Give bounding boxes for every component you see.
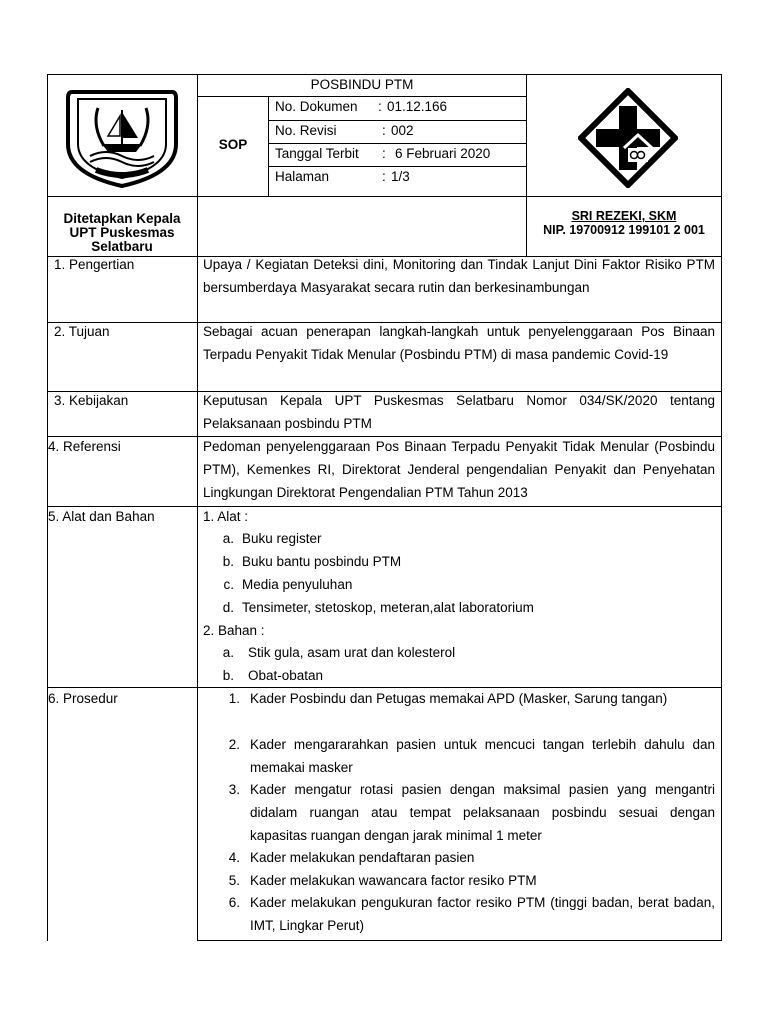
step-number: 6. [228,895,240,910]
step-number: 2. [228,737,240,752]
meta-sep: : [382,169,386,184]
puskesmas-cross-house-icon [578,88,678,188]
list-text: Stik gula, asam urat dan kolesterol [248,645,456,660]
meta-sep: : [382,123,386,138]
list-marker: b. [222,554,234,569]
list-marker: a. [222,645,234,660]
section-label-kebijakan: 3. Kebijakan [54,393,129,408]
section-text-tujuan: Sebagai acuan penerapan langkah-langkah untuk penyelenggaraan Pos Binaan Terpadu Penyakit Tidak Menular (Posbindu PTM) di masa pandemic Covid-19 [203,324,715,362]
list-marker: d. [222,600,234,615]
approval-line: Selatbaru [91,239,153,254]
step-text: Kader mengararahkan pasien untuk mencuci tangan terlebih dahulu dan memakai masker [250,737,715,775]
meta-sep: : [382,146,386,161]
section-label-tujuan: 2. Tujuan [54,324,110,339]
meta-value: 01.12.166 [387,99,448,114]
bahan-heading: 2. Bahan : [203,623,265,638]
sop-label: SOP [218,137,248,152]
alat-heading: 1. Alat : [203,509,249,524]
section-label-referensi: 4. Referensi [48,439,121,454]
step-text: Kader Posbindu dan Petugas memakai APD (Masker, Sarung tangan) [250,691,668,706]
meta-label: Tanggal Terbit [275,146,359,161]
meta-value: 1/3 [391,169,410,184]
step-number: 1. [228,691,240,706]
approval-line: Ditetapkan Kepala [63,211,181,226]
meta-sep: : [378,99,382,114]
section-label-pengertian: 1. Pengertian [54,257,135,272]
section-text-kebijakan: Keputusan Kepala UPT Puskesmas Selatbaru Nomor 034/SK/2020 tentang Pelaksanaan posbindu PTM [203,393,715,431]
step-text: Kader melakukan pendaftaran pasien [250,850,475,865]
signer-nip: NIP. 19700912 199101 2 001 [543,223,705,237]
meta-label: No. Dokumen [275,99,358,114]
approval-line: UPT Puskesmas [69,225,175,240]
list-text: Buku register [242,531,322,546]
section-text-pengertian: Upaya / Kegiatan Deteksi dini, Monitoring dan Tindak Lanjut Dini Faktor Risiko PTM bersumberdaya Masyarakat secara rutin dan berkesinambungan [203,257,715,295]
regional-crest-icon [62,86,182,190]
list-marker: a. [222,531,234,546]
section-text-referensi: Pedoman penyelenggaraan Pos Binaan Terpadu Penyakit Tidak Menular (Posbindu PTM), Kemenkes RI, Direktorat Jenderal pengendalian Penyakit dan Penyehatan Lingkungan Direktorat Pengendalian PTM Tahun 2013 [203,439,715,500]
list-text: Buku bantu posbindu PTM [242,554,402,569]
step-text: Kader mengatur rotasi pasien dengan maksimal pasien yang mengantri didalam ruangan atau tempat pelaksanaan posbindu sesuai dengan kapasitas ruangan dengan jarak minimal 1 meter [250,782,715,843]
step-number: 3. [228,782,240,797]
step-number: 4. [228,850,240,865]
list-marker: c. [223,577,234,592]
signer-name: SRI REZEKI, SKM [571,209,677,223]
step-text: Kader melakukan pengukuran factor resiko PTM (tinggi badan, berat badan, IMT, Lingkar Perut) [250,895,715,933]
meta-label: No. Revisi [275,123,337,138]
step-number: 5. [228,873,240,888]
left-logo [62,86,182,190]
list-marker: b. [222,668,234,683]
section-label-prosedur: 6. Prosedur [48,691,118,706]
list-text: Media penyuluhan [242,577,353,592]
document-title: POSBINDU PTM [310,77,414,92]
right-logo [578,88,678,188]
section-label-alat-bahan: 5. Alat dan Bahan [48,509,155,524]
list-text: Tensimeter, stetoskop, meteran,alat laboratorium [242,600,534,615]
meta-label: Halaman [275,169,330,184]
meta-value: 002 [391,123,414,138]
step-text: Kader melakukan wawancara factor resiko PTM [250,873,537,888]
list-text: Obat-obatan [248,668,324,683]
meta-value: 6 Februari 2020 [395,146,491,161]
